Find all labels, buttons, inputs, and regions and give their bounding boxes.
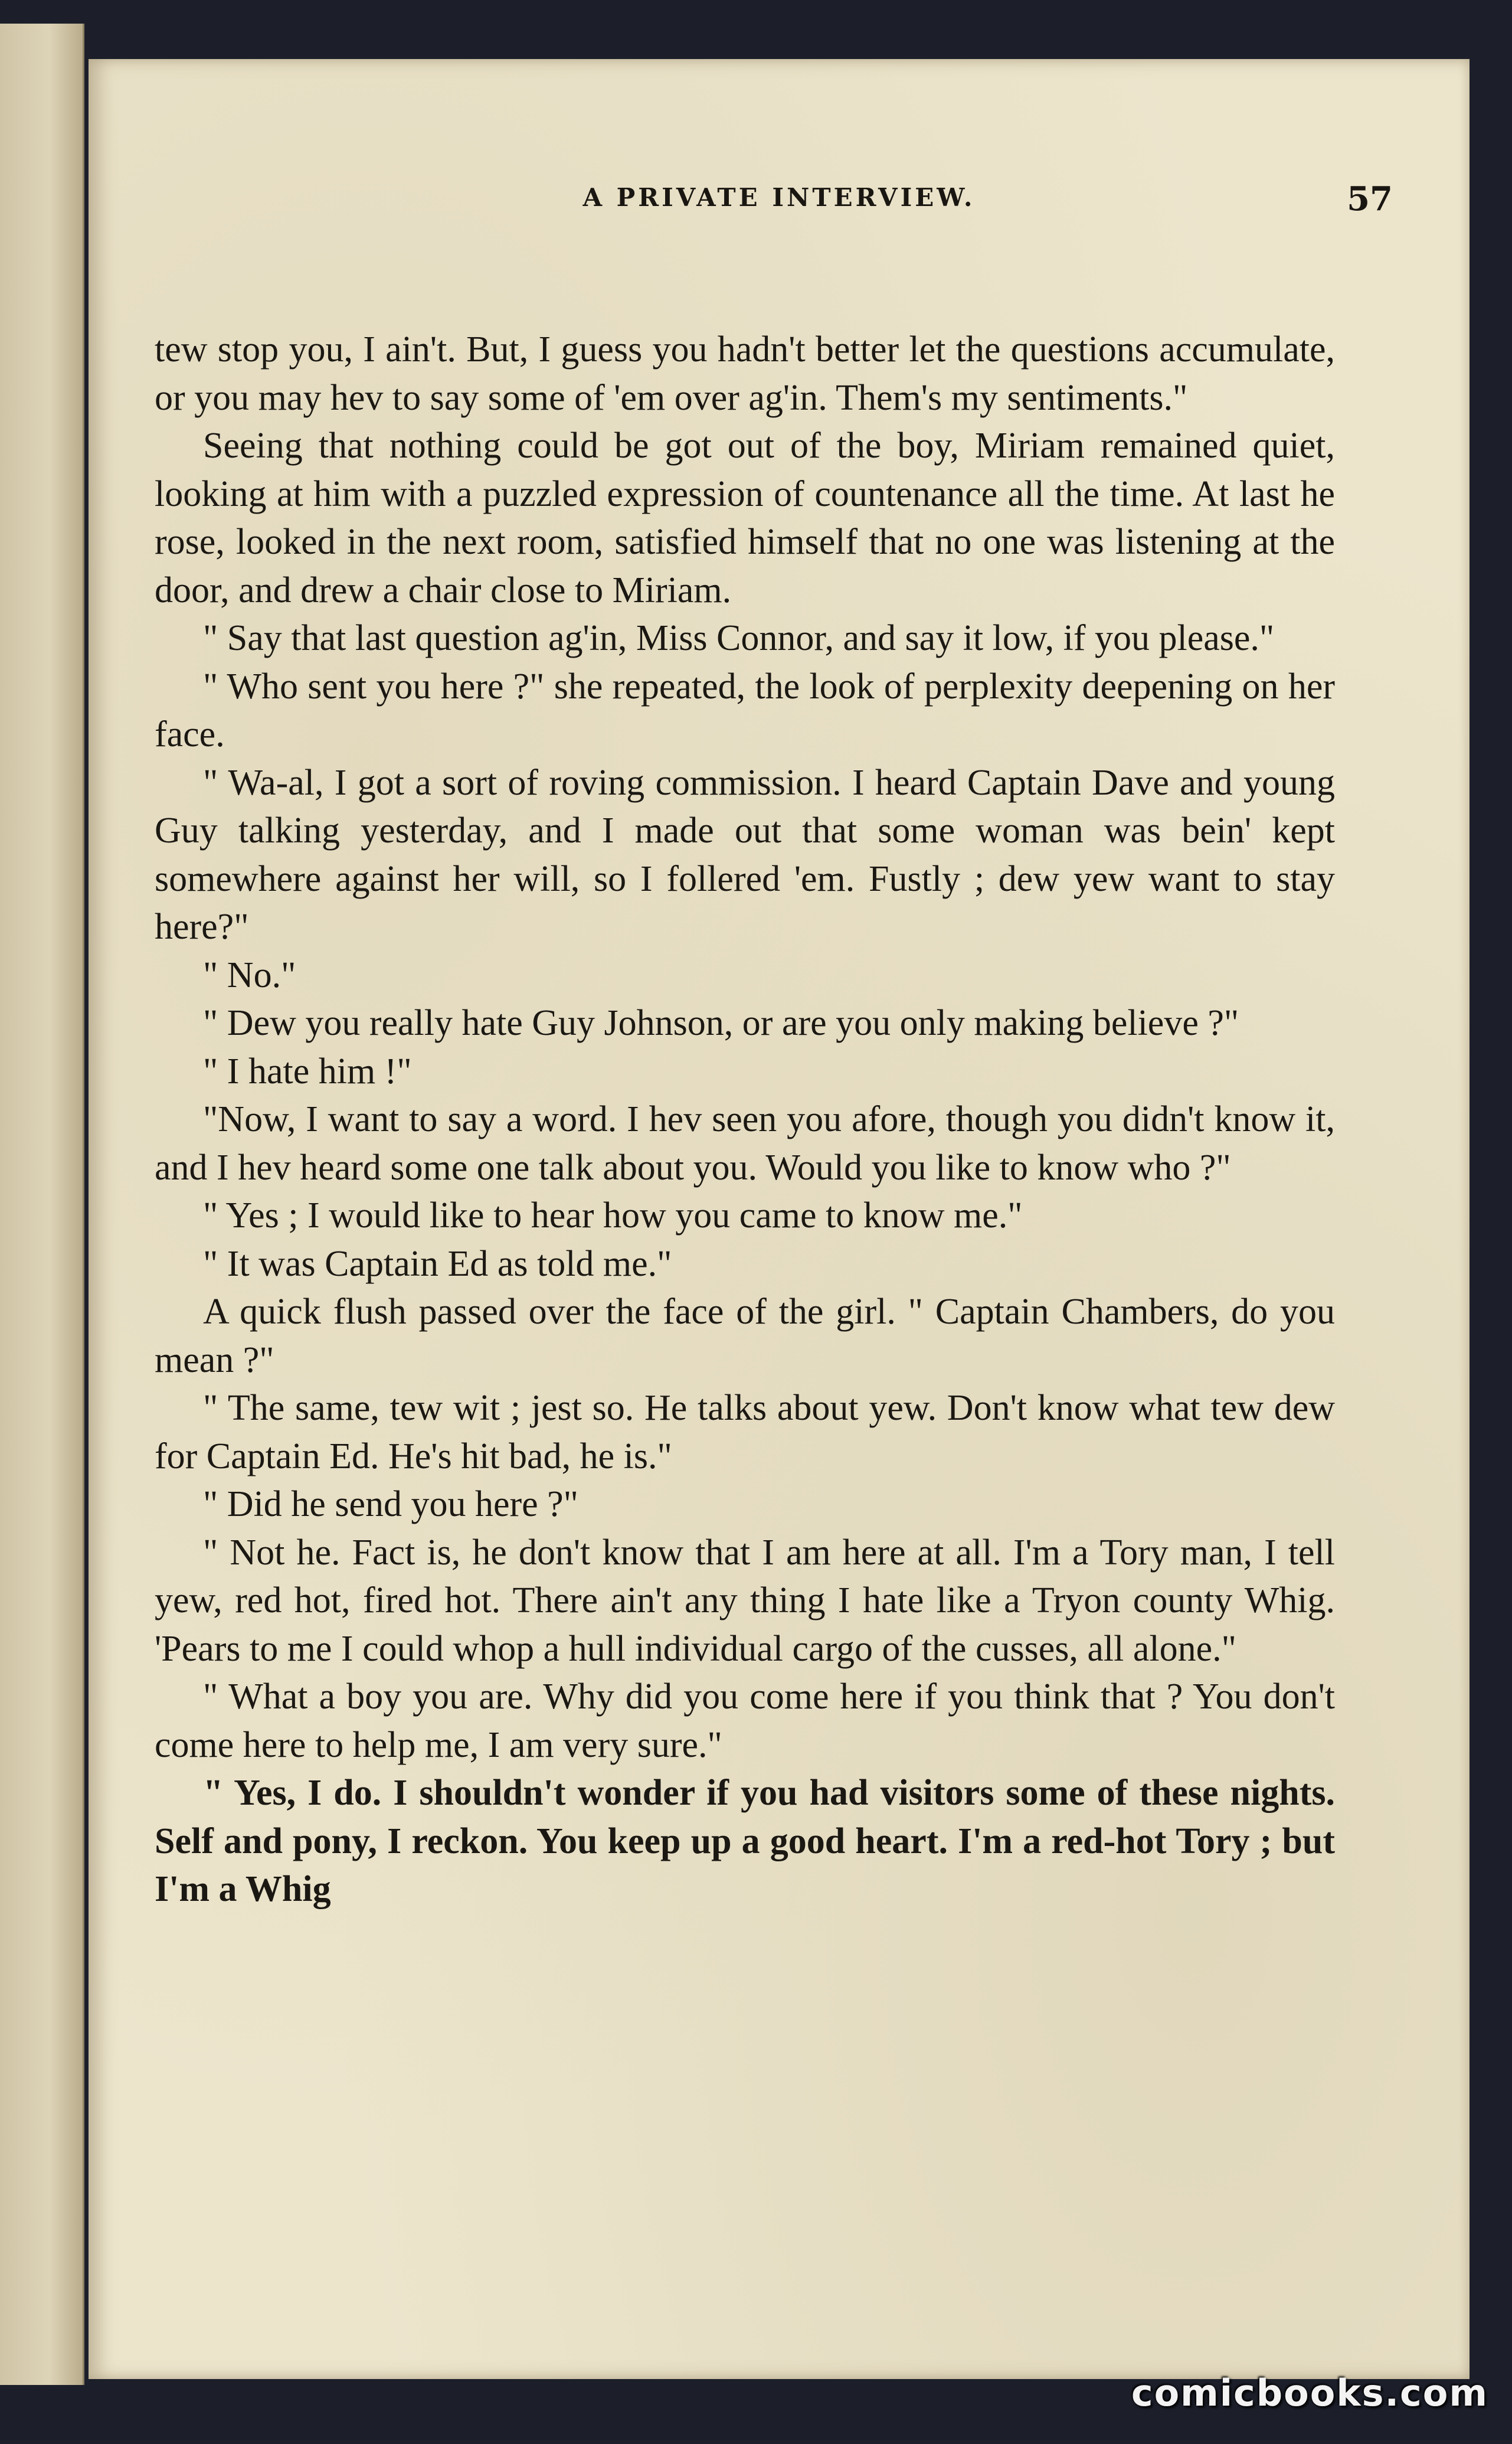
page-number: 57 [1347,179,1393,218]
paragraph: "Now, I want to say a word. I hev seen you afore, though you didn't know it, and I hev heard some one talk about you. Would you like to know who ?" [155,1099,1335,1188]
running-head [153,179,1405,236]
paragraph: " Yes, I do. I shouldn't wonder if you had visitors some of these nights. Self and pony, I reckon. You keep up a good heart. I'm a red-hot Tory ; but I'm a Whig [155,1773,1335,1909]
book-page [89,59,1470,2379]
paragraph: " It was Captain Ed as told me." [203,1243,672,1284]
paragraph: " Yes ; I would like to hear how you came to know me." [203,1195,1023,1236]
paragraph: " What a boy you are. Why did you come here if you think that ? You don't come here to help me, I am very sure." [155,1677,1335,1765]
watermark: comicbooks.com [1131,2371,1488,2414]
paragraph: A quick flush passed over the face of the girl. " Captain Chambers, do you mean ?" [155,1292,1335,1380]
paragraph: " The same, tew wit ; jest so. He talks about yew. Don't know what tew dew for Captain Ed. He's hit bad, he is." [155,1388,1335,1476]
paragraph: " Wa-al, I got a sort of roving commission. I heard Captain Dave and young Guy talking yesterday, and I made out that some woman was bein' kept somewhere against her will, so I follered 'em. Fustly ; dew yew want to stay here?" [155,762,1335,947]
paragraph: " Not he. Fact is, he don't know that I am here at all. I'm a Tory man, I tell yew, red hot, fired hot. There ain't any thing I hate like a Tryon county Whig. 'Pears to me I could whop a hull individual cargo of the cusses, all alone." [155,1532,1335,1669]
paragraph: " Who sent you here ?" she repeated, the look of perplexity deepening on her face. [155,666,1335,754]
paragraph: " No." [203,955,296,995]
paragraph: " Dew you really hate Guy Johnson, or are you only making believe ?" [203,1003,1239,1043]
paragraph: " Did he send you here ?" [203,1484,578,1524]
paragraph: " Say that last question ag'in, Miss Connor, and say it low, if you please." [203,618,1275,658]
paragraph: Seeing that nothing could be got out of the boy, Miriam remained quiet, looking at him with a puzzled expression of countenance all the time. At last he rose, looked in the next room, satisfied himself that no one was listening at the door, and drew a chair close to Miriam. [155,426,1335,610]
facing-page-edge [0,24,84,2385]
paragraph: " I hate him !" [203,1051,412,1092]
body-text [155,326,1335,1914]
paragraph: tew stop you, I ain't. But, I guess you hadn't better let the questions accumulate, or you may hev to say some of 'em over ag'in. Them's my sentiments." [155,329,1335,418]
running-title: A PRIVATE INTERVIEW. [582,183,976,212]
